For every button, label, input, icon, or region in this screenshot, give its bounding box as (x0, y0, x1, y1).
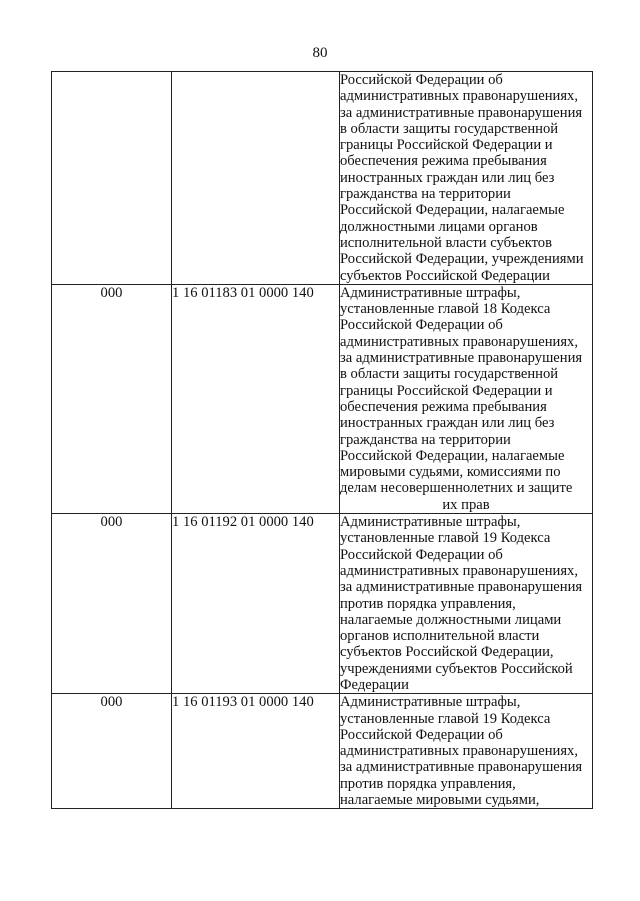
admin-code-cell: 000 (52, 284, 172, 513)
description-line: органов исполнительной власти (340, 628, 540, 645)
description-line: Федерации (340, 676, 409, 693)
description-line: Российской Федерации, учреждениями (340, 251, 584, 268)
description-line: в области защиты государственной (340, 120, 559, 137)
description-line: Российской Федерации об (340, 726, 503, 743)
description-line: установленные главой 19 Кодекса (340, 710, 551, 727)
description-line: Российской Федерации об (340, 317, 503, 334)
description-line: Российской Федерации, налагаемые (340, 202, 565, 219)
budget-classification-code-cell (172, 72, 340, 285)
description-line: субъектов Российской Федерации (340, 267, 550, 284)
description-line: иностранных граждан или лиц без (340, 415, 555, 432)
description-line: против порядка управления, (340, 775, 516, 792)
table-row (52, 514, 593, 694)
description-line: административных правонарушениях, (340, 333, 578, 350)
description-line: налагаемые мировыми судьями, (340, 792, 540, 809)
description-line: их прав (442, 496, 490, 513)
description-cell (340, 72, 593, 285)
description-line: границы Российской Федерации и (340, 382, 553, 399)
description-line: налагаемые должностными лицами (340, 611, 562, 628)
table-row (52, 694, 593, 809)
description-line: иностранных граждан или лиц без (340, 169, 555, 186)
table-body (52, 72, 593, 809)
description-line: административных правонарушениях, (340, 562, 578, 579)
description-line: Российской Федерации об (340, 72, 503, 88)
budget-classification-code-cell: 1 16 01193 01 0000 140 (172, 694, 340, 809)
description-line: установленные главой 19 Кодекса (340, 530, 551, 547)
description-line: исполнительной власти субъектов (340, 234, 552, 251)
description-cell (340, 284, 593, 513)
description-line: обеспечения режима пребывания (340, 398, 547, 415)
description-line: установленные главой 18 Кодекса (340, 301, 551, 318)
admin-code-cell: 000 (52, 514, 172, 694)
description-line: гражданства на территории (340, 431, 511, 448)
description-line: границы Российской Федерации и (340, 137, 553, 154)
description-line: делам несовершеннолетних и защите (340, 480, 573, 497)
description-line: Российской Федерации об (340, 546, 503, 563)
description-line: Административные штрафы, (340, 284, 521, 301)
description-line: за административные правонарушения (340, 759, 583, 776)
description-line: административных правонарушениях, (340, 88, 578, 105)
description-line: субъектов Российской Федерации, (340, 644, 554, 661)
budget-classification-code-cell: 1 16 01192 01 0000 140 (172, 514, 340, 694)
description-line: за административные правонарушения (340, 104, 583, 121)
description-line: Административные штрафы, (340, 694, 521, 711)
page-number: 80 (312, 45, 328, 61)
description-line: за административные правонарушения (340, 350, 583, 367)
table-row (52, 284, 593, 513)
budget-code-table (51, 71, 593, 809)
description-line: мировыми судьями, комиссиями по (340, 464, 561, 481)
description-cell (340, 514, 593, 694)
description-line: учреждениями субъектов Российской (340, 660, 573, 677)
description-line: против порядка управления, (340, 595, 516, 612)
budget-classification-code-cell: 1 16 01183 01 0000 140 (172, 284, 340, 513)
description-line: административных правонарушениях, (340, 743, 578, 760)
description-line: должностными лицами органов (340, 218, 538, 235)
admin-code-cell: 000 (52, 694, 172, 809)
description-line: гражданства на территории (340, 186, 511, 203)
description-line: обеспечения режима пребывания (340, 153, 547, 170)
description-line: Административные штрафы, (340, 514, 521, 531)
description-cell (340, 694, 593, 809)
description-line: Российской Федерации, налагаемые (340, 447, 565, 464)
admin-code-cell (52, 72, 172, 285)
description-line: за административные правонарушения (340, 579, 583, 596)
table-row (52, 72, 593, 285)
description-line: в области защиты государственной (340, 366, 559, 383)
